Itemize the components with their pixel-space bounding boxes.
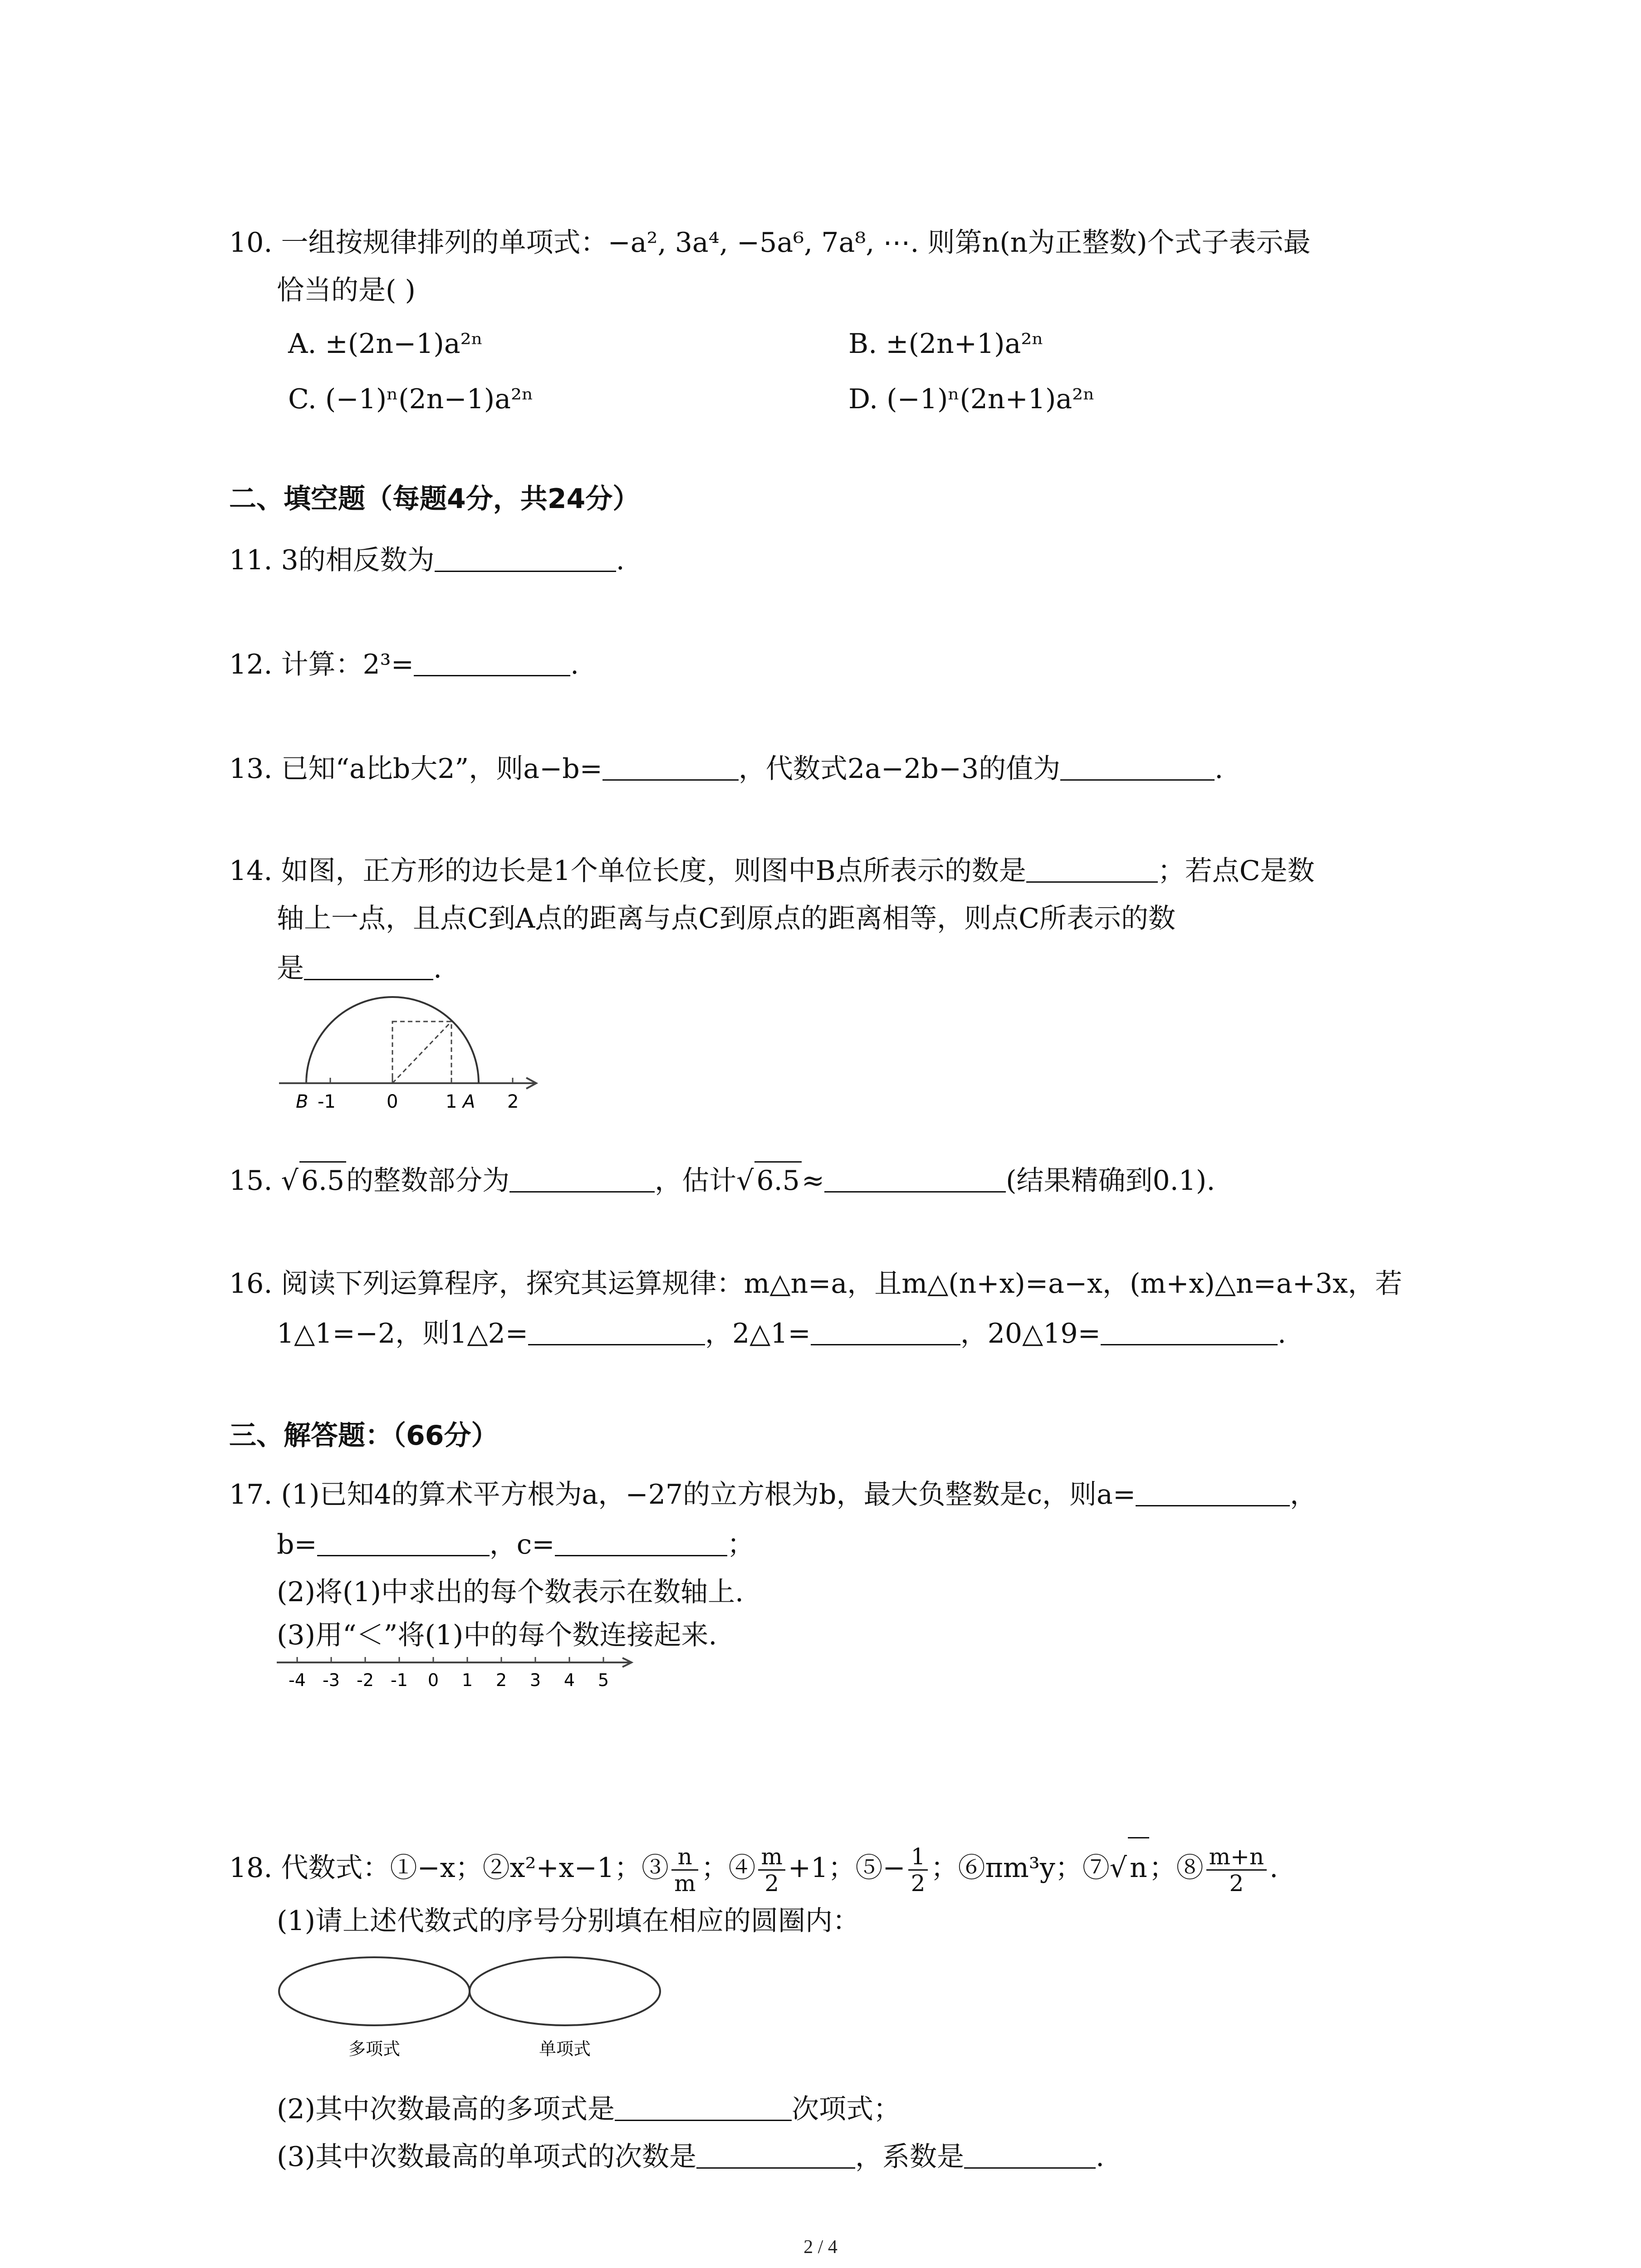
- semicircle-arc: [306, 997, 479, 1083]
- q18-sep-5: +1；⑤−: [788, 1852, 906, 1884]
- q17-line2: [277, 1526, 754, 1563]
- q17-number-line: [277, 1653, 640, 1694]
- q14-text-3: 是: [277, 953, 304, 984]
- label-A: A: [463, 1091, 475, 1112]
- polynomial-label: 多项式: [348, 2039, 401, 2059]
- q17-answer-blank-a[interactable]: [1136, 1478, 1290, 1506]
- q13: [229, 751, 1223, 787]
- axis-tick-label: 0: [427, 1670, 439, 1690]
- q11-text: 11. 3的相反数为: [229, 544, 435, 576]
- q12-answer-blank[interactable]: [414, 648, 570, 676]
- q17-text-2: ，: [1290, 1479, 1318, 1510]
- q10-stem-line2: 恰当的是( ): [277, 274, 416, 306]
- axis-tick-label: -1: [391, 1670, 408, 1690]
- q16-end: .: [1277, 1318, 1286, 1349]
- axis-tick-label: 5: [598, 1670, 609, 1690]
- axis-tick-label: 4: [563, 1670, 575, 1690]
- page-number: 2 / 4: [803, 2237, 838, 2258]
- q17-answer-blank-c[interactable]: [555, 1528, 727, 1556]
- q17-line3: (2)将(1)中求出的每个数表示在数轴上.: [277, 1576, 744, 1608]
- q14-line1: [229, 853, 1315, 889]
- q18-text-4c: .: [1096, 2141, 1105, 2173]
- label-B: B: [296, 1091, 309, 1112]
- q13-answer-blank-1[interactable]: [603, 752, 739, 781]
- q18-sep-6: ；⑥πm³y；⑦: [931, 1852, 1110, 1884]
- q15-text-2: ，估计: [655, 1165, 737, 1197]
- q16-text-c: ，20△19=: [960, 1318, 1101, 1349]
- q13-answer-blank-2[interactable]: [1060, 752, 1215, 781]
- sqrt-icon: √: [281, 1165, 299, 1197]
- fraction-m-over-2: $\frac{m}{2}$: [758, 1844, 785, 1896]
- q14-answer-blank-1[interactable]: [1026, 854, 1158, 883]
- q18-end: .: [1269, 1852, 1279, 1884]
- q10-option-c: C. (−1)ⁿ(2n−1)a²ⁿ: [288, 383, 534, 415]
- q18-text-4a: (3)其中次数最高的单项式的次数是: [277, 2141, 696, 2173]
- q10-option-a: A. ±(2n−1)a²ⁿ: [288, 328, 483, 360]
- q18-text-3a: (2)其中次数最高的多项式是: [277, 2093, 615, 2125]
- q17-text-b: b=: [277, 1529, 317, 1560]
- label-0: 0: [387, 1091, 398, 1112]
- q14-number-line-figure: [272, 989, 554, 1116]
- q18-line3: [277, 2091, 901, 2127]
- axis-tick-label: 3: [529, 1670, 541, 1690]
- axis-tick-label: -2: [357, 1670, 374, 1690]
- q16-answer-blank-3[interactable]: [1101, 1317, 1278, 1345]
- q12-text: 12. 计算：2³=: [229, 649, 414, 680]
- label-1: 1: [446, 1091, 457, 1112]
- polynomial-ellipse[interactable]: [279, 1957, 470, 2025]
- section-2-heading: 二、填空题（每题4分，共24分）: [229, 483, 640, 515]
- q15-approx: ≈: [801, 1165, 825, 1197]
- fraction-1-over-2: $\frac{1}{2}$: [908, 1844, 928, 1896]
- fraction-n-over-m: $\frac{n}{m}$: [671, 1844, 698, 1896]
- q13-text: 13. 已知“a比b大2”，则a−b=: [229, 753, 603, 785]
- q12: [229, 646, 579, 683]
- q15-text-1: 的整数部分为: [346, 1165, 510, 1197]
- fraction-m-plus-n-over-2: $\frac{m+n}{2}$: [1206, 1844, 1267, 1896]
- q18-ellipse-diagram: [277, 1950, 685, 2068]
- section-3-heading: 三、解答题：（66分）: [229, 1420, 499, 1452]
- q18-line1: [229, 1837, 1278, 1897]
- q16-text-b: ，2△1=: [705, 1318, 811, 1349]
- q15-radicand-2: 6.5: [754, 1161, 801, 1199]
- q14-text: 14. 如图，正方形的边长是1个单位长度，则图中B点所表示的数是: [229, 855, 1026, 887]
- q18-text-3b: 次项式；: [792, 2093, 901, 2125]
- q11: [229, 542, 625, 578]
- q17-text-end: ；: [727, 1529, 754, 1560]
- q15-text-4: (结果精确到0.1).: [1006, 1165, 1215, 1197]
- q14-end: .: [433, 953, 442, 984]
- q15-answer-blank-2[interactable]: [824, 1164, 1006, 1193]
- q14-answer-blank-2[interactable]: [304, 952, 433, 980]
- q18-answer-blank-2[interactable]: [696, 2140, 855, 2169]
- q18-answer-blank-1[interactable]: [615, 2092, 792, 2121]
- square-diagonal: [392, 1022, 451, 1083]
- q15-number: 15.: [229, 1165, 273, 1197]
- q17-line4: (3)用“＜”将(1)中的每个数连接起来.: [277, 1619, 717, 1651]
- q11-answer-blank[interactable]: [435, 543, 616, 572]
- sqrt-icon-2: √: [736, 1165, 754, 1197]
- q16-text-a: 1△1=−2，则1△2=: [277, 1318, 528, 1349]
- q16-line2: [277, 1315, 1286, 1352]
- label-neg1: -1: [318, 1091, 336, 1112]
- q14-text-2: ；若点C是数: [1157, 855, 1315, 887]
- q14-line2: 轴上一点，且点C到A点的距离与点C到原点的距离相等，则点C所表示的数: [277, 903, 1176, 934]
- q18-text-4b: ，系数是: [855, 2141, 964, 2173]
- label-2: 2: [507, 1091, 519, 1112]
- q16-answer-blank-1[interactable]: [528, 1317, 705, 1345]
- axis-tick-label: 2: [495, 1670, 507, 1690]
- q17-text-c: ，c=: [489, 1529, 555, 1560]
- q17-text-1: 17. (1)已知4的算术平方根为a，−27的立方根为b，最大负整数是c，则a=: [229, 1479, 1136, 1510]
- q18-sep-8: ；⑧: [1149, 1852, 1204, 1884]
- q18-answer-blank-3[interactable]: [964, 2140, 1096, 2169]
- q13-end: .: [1215, 753, 1224, 785]
- axis-tick-label: -4: [289, 1670, 306, 1690]
- q18-line2: (1)请上述代数式的序号分别填在相应的圆圈内：: [277, 1905, 860, 1937]
- axis-tick-label: 1: [461, 1670, 473, 1690]
- q18-sep-4: ；④: [701, 1852, 756, 1884]
- q15-answer-blank-1[interactable]: [509, 1164, 655, 1193]
- q11-end: .: [616, 544, 625, 576]
- q17-answer-blank-b[interactable]: [317, 1528, 490, 1556]
- q18-text-pre: 18. 代数式：①−x；②x²+x−1；③: [229, 1852, 669, 1884]
- q14-line3: [277, 950, 442, 987]
- q10-stem-line1: 10. 一组按规律排列的单项式：−a², 3a⁴, −5a⁶, 7a⁸, ⋯. 则第n(n为正整数)个式子表示最: [229, 227, 1311, 259]
- q15: [229, 1161, 1215, 1199]
- q12-end: .: [570, 649, 579, 680]
- axis-tick-label: -3: [323, 1670, 340, 1690]
- monomial-label: 单项式: [539, 2039, 591, 2059]
- q10-option-b: B. ±(2n+1)a²ⁿ: [848, 328, 1044, 360]
- q18-radicand: n: [1128, 1837, 1149, 1897]
- sqrt-icon-3: √: [1109, 1852, 1127, 1884]
- q17-line1: [229, 1476, 1317, 1513]
- q10-option-d: D. (−1)ⁿ(2n+1)a²ⁿ: [848, 383, 1095, 415]
- q13-text-mid: ，代数式2a−2b−3的值为: [738, 753, 1061, 785]
- q16-answer-blank-2[interactable]: [811, 1317, 960, 1345]
- q18-line4: [277, 2139, 1104, 2175]
- monomial-ellipse[interactable]: [470, 1957, 660, 2025]
- q16-line1: 16. 阅读下列运算程序，探究其运算规律：m△n=a，且m△(n+x)=a−x，(m+x)△n=a+3x，若: [229, 1268, 1402, 1300]
- q15-radicand: 6.5: [299, 1161, 346, 1199]
